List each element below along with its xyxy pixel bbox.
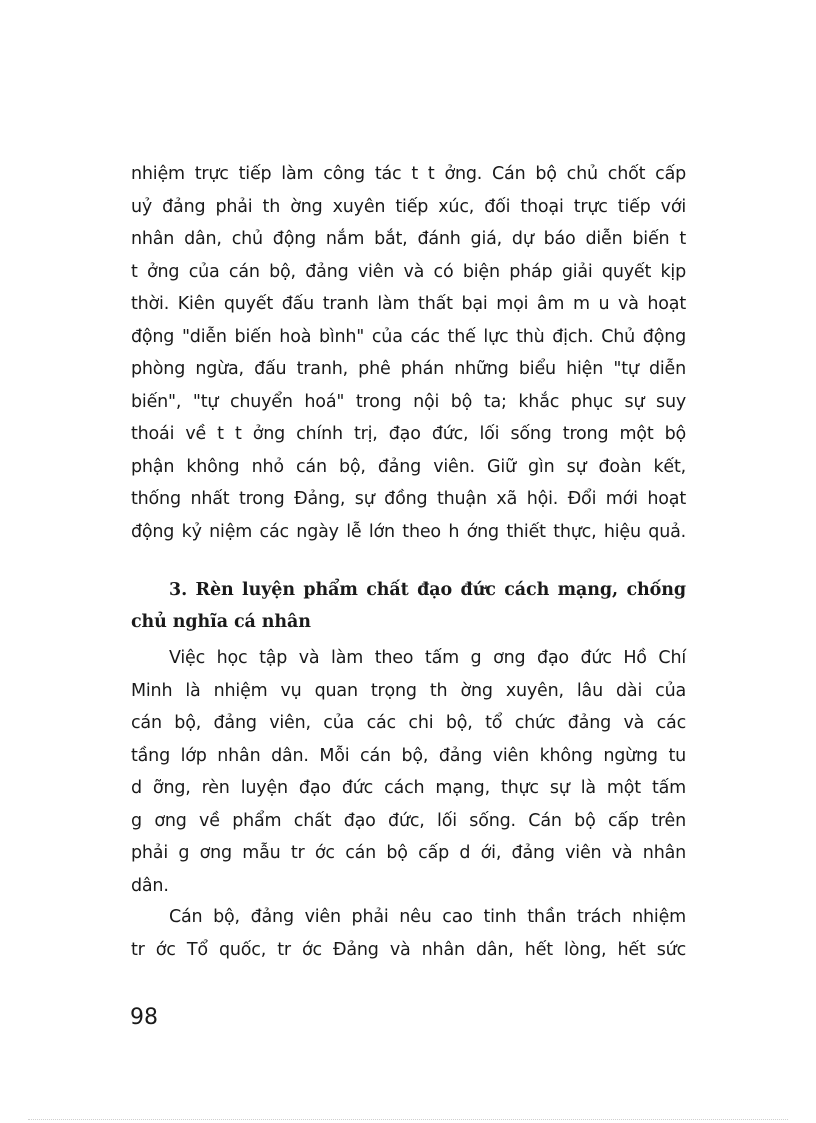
text-line: tầng lớp nhân dân. Mỗi cán bộ, đảng viên không ngừng tu: [131, 745, 686, 766]
text-line: t ởng của cán bộ, đảng viên và có biện pháp giải quyết kịp: [131, 261, 686, 282]
heading-line: chủ nghĩa cá nhân: [131, 612, 311, 632]
page-number: 98: [130, 1005, 158, 1030]
text-line: phòng ngừa, đấu tranh, phê phán những biểu hiện "tự diễn: [131, 359, 686, 379]
text-line: Minh là nhiệm vụ quan trọng th ờng xuyên, lâu dài của: [131, 680, 686, 701]
text-line: tr ớc Tổ quốc, tr ớc Đảng và nhân dân, hết lòng, hết sức: [131, 939, 686, 960]
text-line: thời. Kiên quyết đấu tranh làm thất bại mọi âm m u và hoạt: [131, 294, 686, 314]
text-line: cán bộ, đảng viên, của các chi bộ, tổ chức đảng và các: [131, 713, 686, 733]
section-heading: [131, 574, 686, 638]
heading-line: 3. Rèn luyện phẩm chất đạo đức cách mạng, chống: [169, 580, 686, 600]
paragraph-3: [131, 901, 686, 966]
paragraph-2: [131, 642, 686, 902]
text-line: Cán bộ, đảng viên phải nêu cao tinh thần trách nhiệm: [169, 907, 686, 927]
text-line: phận không nhỏ cán bộ, đảng viên. Giữ gìn sự đoàn kết,: [131, 456, 686, 477]
text-line: thoái về t t ởng chính trị, đạo đức, lối sống trong một bộ: [131, 424, 686, 444]
text-line: dân.: [131, 875, 169, 896]
text-line: Việc học tập và làm theo tấm g ơng đạo đức Hồ Chí: [169, 648, 686, 668]
text-line: g ơng về phẩm chất đạo đức, lối sống. Cán bộ cấp trên: [131, 810, 686, 831]
text-line: nhiệm trực tiếp làm công tác t t ởng. Cán bộ chủ chốt cấp: [131, 164, 686, 184]
text-line: động "diễn biến hoà bình" của các thế lực thù địch. Chủ động: [131, 326, 686, 347]
text-line: d ỡng, rèn luyện đạo đức cách mạng, thực sự là một tấm: [131, 778, 686, 798]
bottom-dotted-rule: [28, 1119, 788, 1120]
text-line: biến", "tự chuyển hoá" trong nội bộ ta; khắc phục sự suy: [131, 391, 686, 412]
text-line: phải g ơng mẫu tr ớc cán bộ cấp d ới, đảng viên và nhân: [131, 843, 686, 863]
text-line: uỷ đảng phải th ờng xuyên tiếp xúc, đối thoại trực tiếp với: [131, 196, 686, 217]
text-line: thống nhất trong Đảng, sự đồng thuận xã hội. Đổi mới hoạt: [131, 489, 686, 509]
text-line: nhân dân, chủ động nắm bắt, đánh giá, dự báo diễn biến t: [131, 229, 686, 249]
text-line: động kỷ niệm các ngày lễ lớn theo h ớng thiết thực, hiệu quả.: [131, 521, 686, 542]
paragraph-1: [131, 158, 686, 548]
